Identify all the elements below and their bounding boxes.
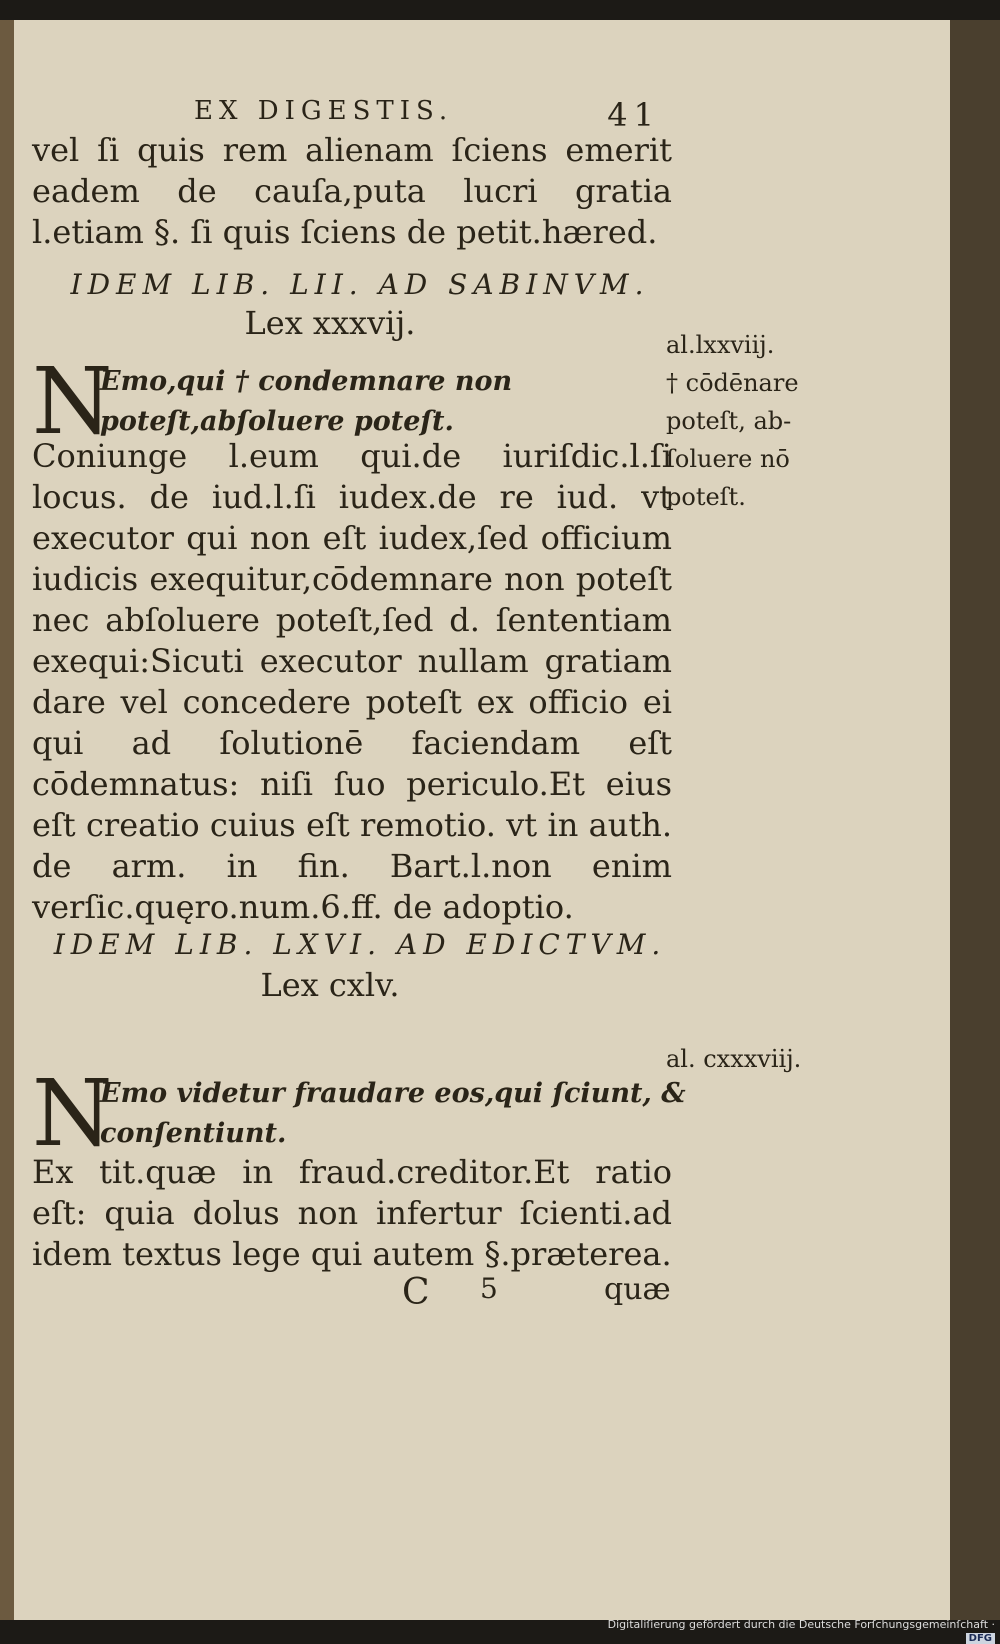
margin-note-1-line-3: poteſt, ab- xyxy=(666,407,792,435)
margin-note-1-line-5: poteſt. xyxy=(666,483,746,511)
section-heading-1: IDEM LIB. LII. AD SABINVM. xyxy=(70,268,650,301)
paragraph-3: Ex tit.quæ in fraud.creditor.Et ratio eſt: quia dolus non infertur ſcienti.ad idem textus lege qui autem §.præterea. xyxy=(32,1153,672,1273)
margin-note-2: al. cxxxviij. xyxy=(666,1045,802,1073)
dfg-logo: DFG xyxy=(966,1633,995,1644)
law-lemma-2: Emo videtur fraudare eos,qui ſciunt, & conſentiunt. xyxy=(100,1078,686,1149)
margin-note-1-line-4: ſoluere nō xyxy=(666,445,790,473)
law-lemma-1: Emo,qui † condemnare non poteſt,abſoluere poteſt. xyxy=(100,366,513,437)
drop-cap-initial: N xyxy=(32,1060,113,1167)
law-text-2 xyxy=(32,1060,686,1167)
running-head-title: EX DIGESTIS. xyxy=(194,96,454,126)
signature-mark: C xyxy=(402,1272,430,1313)
catchword: quæ xyxy=(604,1272,671,1307)
signature-number: 5 xyxy=(480,1272,498,1305)
lex-number-2: Lex cxlv. xyxy=(260,966,400,1004)
book-spine xyxy=(950,20,1000,1620)
paragraph-1: vel ſi quis rem alienam ſciens emerit eadem de cauſa,puta lucri gratia l.etiam §. ſi quis ſciens de petit.hæred. xyxy=(32,131,672,251)
margin-note-1 xyxy=(666,326,826,516)
credit-text: Digitaliſierung gefördert durch die Deutsche Forſchungsgemeinſchaft · xyxy=(607,1618,995,1631)
drop-cap-initial: N xyxy=(32,348,113,455)
section-heading-2: IDEM LIB. LXVI. AD EDICTVM. xyxy=(53,928,667,961)
margin-note-1-line-2: † cōdēnare xyxy=(666,369,799,397)
paragraph-2: Coniunge l.eum qui.de iuriſdic.l.ſi locus. de iud.l.ſi iudex.de re iud. vt executor qui non eſt iudex,ſed officium iudicis exequitur,cōdemnare non poteſt nec abſoluere poteſt,ſed d. ſententiam exequi:Sicuti executor nullam gratiam dare vel concedere poteſt ex officio ei qui ad ſolutionē faciendam eſt cōdemnatus: niſi ſuo periculo.Et eius eſt creatio cuius eſt remotio. vt in auth. de arm. in fin. Bart.l.non enim verſic.quęro.num.6.ff. de adoptio. xyxy=(32,437,672,926)
digitization-credit xyxy=(600,1618,995,1644)
lex-number-1: Lex xxxvij. xyxy=(244,304,416,342)
page-number: 41 xyxy=(607,96,660,134)
margin-note-1-line-1: al.lxxviij. xyxy=(666,331,775,359)
